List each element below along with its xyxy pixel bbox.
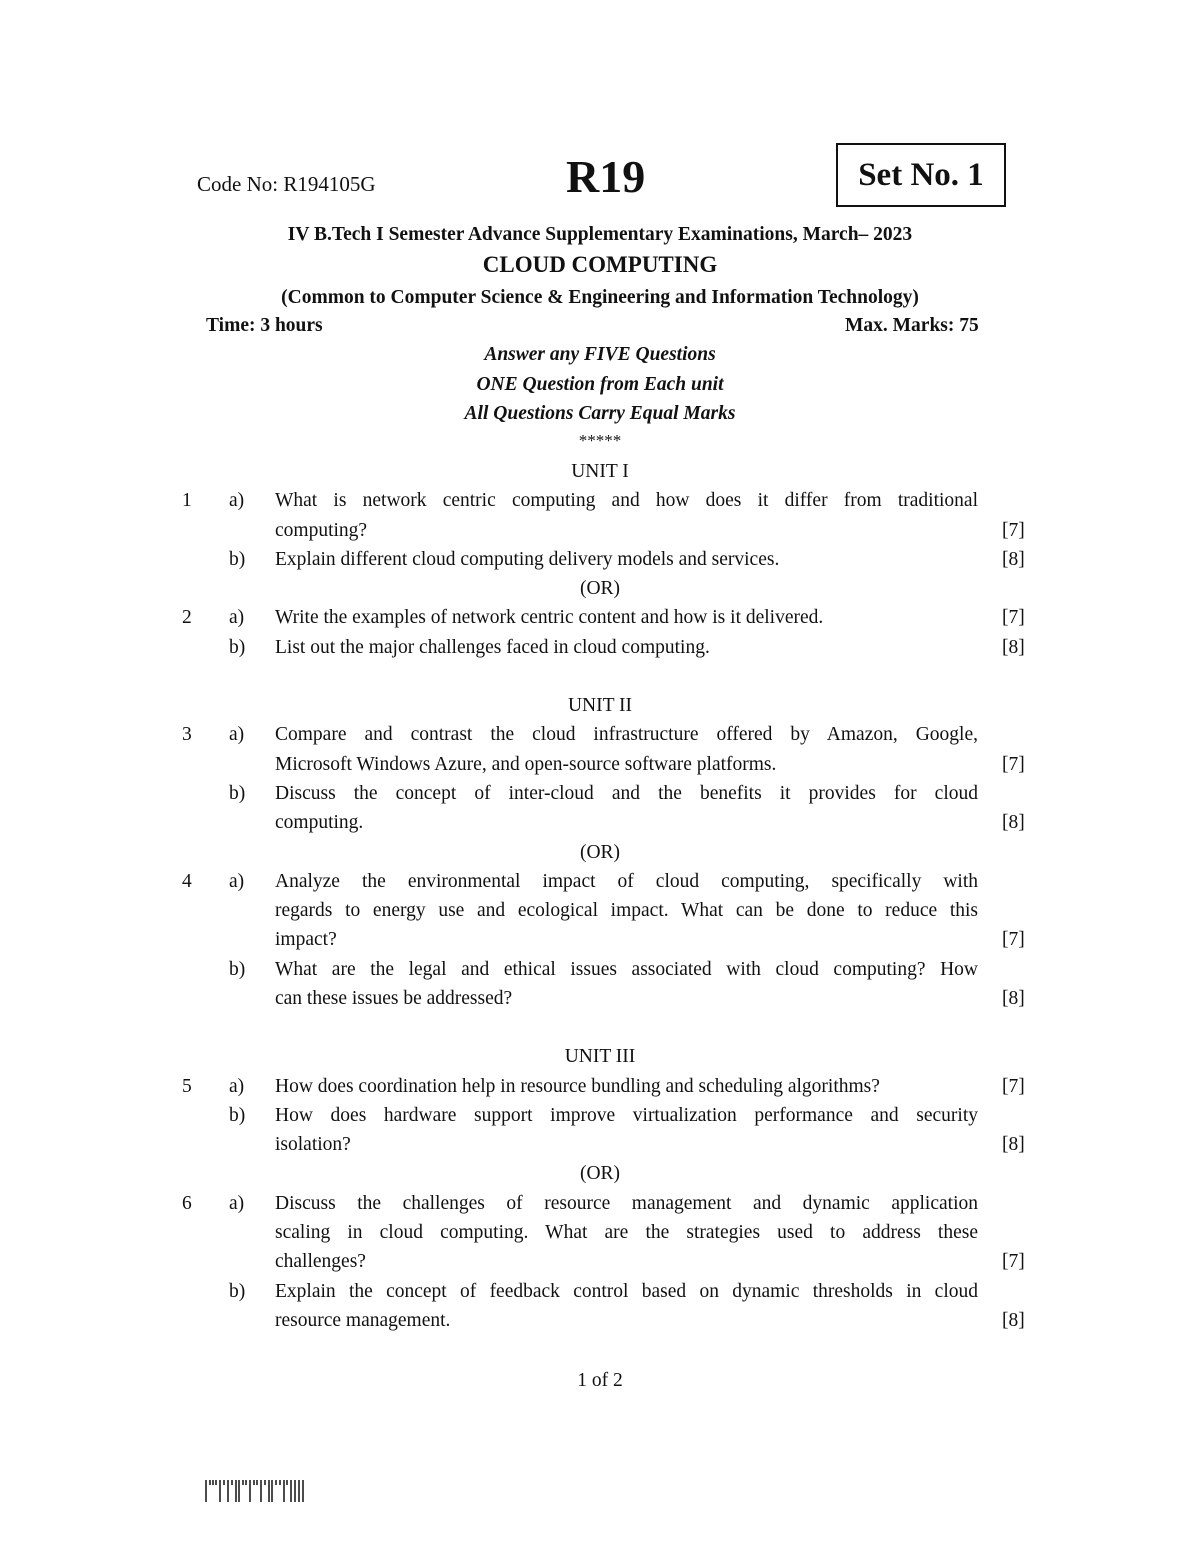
question-marks: [7] bbox=[1002, 520, 1025, 541]
question-marks: [8] bbox=[1002, 1134, 1025, 1155]
regulation-label: R19 bbox=[566, 151, 646, 202]
part-letter: a) bbox=[229, 607, 245, 628]
question-text-line: scaling in cloud computing. What are the strategies used to address these bbox=[275, 1222, 978, 1243]
page-number: 1 of 2 bbox=[577, 1370, 623, 1391]
part-letter: b) bbox=[229, 959, 246, 980]
instruction-line: ONE Question from Each unit bbox=[476, 374, 724, 395]
question-text-line: Discuss the concept of inter-cloud and the benefits it provides for cloud bbox=[275, 783, 978, 804]
question-text-line: Analyze the environmental impact of cloud computing, specifically with bbox=[275, 871, 978, 892]
unit-title: UNIT III bbox=[564, 1046, 636, 1067]
question-number: 6 bbox=[182, 1193, 192, 1214]
question-text-line: Microsoft Windows Azure, and open-source software platforms. bbox=[275, 754, 777, 775]
common-to-line: (Common to Computer Science & Engineering and Information Technology) bbox=[281, 287, 919, 308]
question-marks: [8] bbox=[1002, 637, 1025, 658]
question-marks: [7] bbox=[1002, 1076, 1025, 1097]
question-text-line: How does coordination help in resource bundling and scheduling algorithms? bbox=[275, 1076, 880, 1097]
question-text-line: regards to energy use and ecological impact. What can be done to reduce this bbox=[275, 900, 978, 921]
set-number: Set No. 1 bbox=[858, 156, 984, 193]
question-text-line: Write the examples of network centric content and how is it delivered. bbox=[275, 607, 824, 628]
question-marks: [7] bbox=[1002, 754, 1025, 775]
part-letter: b) bbox=[229, 783, 246, 804]
question-text-line: Explain different cloud computing delivery models and services. bbox=[275, 549, 780, 570]
part-letter: b) bbox=[229, 549, 246, 570]
question-text-line: isolation? bbox=[275, 1134, 351, 1155]
part-letter: a) bbox=[229, 490, 245, 511]
part-letter: b) bbox=[229, 1281, 246, 1302]
question-text-line: computing. bbox=[275, 812, 364, 833]
part-letter: b) bbox=[229, 1105, 246, 1126]
question-text-line: Explain the concept of feedback control based on dynamic thresholds in cloud bbox=[275, 1281, 978, 1302]
question-text-line: can these issues be addressed? bbox=[275, 988, 513, 1009]
question-text-line: Compare and contrast the cloud infrastructure offered by Amazon, Google, bbox=[275, 724, 978, 745]
question-marks: [7] bbox=[1002, 607, 1025, 628]
time-label: Time: 3 hours bbox=[206, 315, 323, 336]
part-letter: a) bbox=[229, 1193, 245, 1214]
question-marks: [7] bbox=[1002, 1251, 1025, 1272]
or-separator: (OR) bbox=[579, 842, 621, 863]
question-number: 3 bbox=[182, 724, 192, 745]
question-text-line: What are the legal and ethical issues associated with cloud computing? How bbox=[275, 959, 978, 980]
set-number-box bbox=[836, 143, 1006, 207]
question-text-line: Discuss the challenges of resource management and dynamic application bbox=[275, 1193, 978, 1214]
or-separator: (OR) bbox=[579, 1163, 621, 1184]
unit-title: UNIT II bbox=[567, 695, 633, 716]
question-text-line: resource management. bbox=[275, 1310, 451, 1331]
part-letter: a) bbox=[229, 1076, 245, 1097]
question-marks: [8] bbox=[1002, 812, 1025, 833]
question-text-line: List out the major challenges faced in cloud computing. bbox=[275, 637, 710, 658]
question-number: 1 bbox=[182, 490, 192, 511]
code-number: Code No: R194105G bbox=[197, 172, 376, 196]
question-text-line: challenges? bbox=[275, 1251, 366, 1272]
question-number: 4 bbox=[182, 871, 192, 892]
question-text-line: How does hardware support improve virtualization performance and security bbox=[275, 1105, 978, 1126]
question-marks: [8] bbox=[1002, 1310, 1025, 1331]
subject-title: CLOUD COMPUTING bbox=[482, 252, 718, 277]
or-separator: (OR) bbox=[579, 578, 621, 599]
unit-title: UNIT I bbox=[571, 461, 629, 482]
question-number: 2 bbox=[182, 607, 192, 628]
instruction-line: Answer any FIVE Questions bbox=[484, 344, 716, 365]
question-marks: [8] bbox=[1002, 988, 1025, 1009]
question-number: 5 bbox=[182, 1076, 192, 1097]
question-text-line: What is network centric computing and how does it differ from traditional bbox=[275, 490, 978, 511]
question-marks: [8] bbox=[1002, 549, 1025, 570]
part-letter: a) bbox=[229, 724, 245, 745]
question-text-line: computing? bbox=[275, 520, 368, 541]
exam-title: IV B.Tech I Semester Advance Supplementary Examinations, March– 2023 bbox=[287, 224, 913, 245]
barcode bbox=[204, 1478, 314, 1509]
max-marks-label: Max. Marks: 75 bbox=[845, 315, 979, 336]
question-marks: [7] bbox=[1002, 929, 1025, 950]
part-letter: b) bbox=[229, 637, 246, 658]
instruction-line: All Questions Carry Equal Marks bbox=[464, 403, 736, 424]
barcode-graphic bbox=[204, 1478, 314, 1504]
part-letter: a) bbox=[229, 871, 245, 892]
separator-stars: ***** bbox=[578, 431, 622, 450]
question-text-line: impact? bbox=[275, 929, 337, 950]
